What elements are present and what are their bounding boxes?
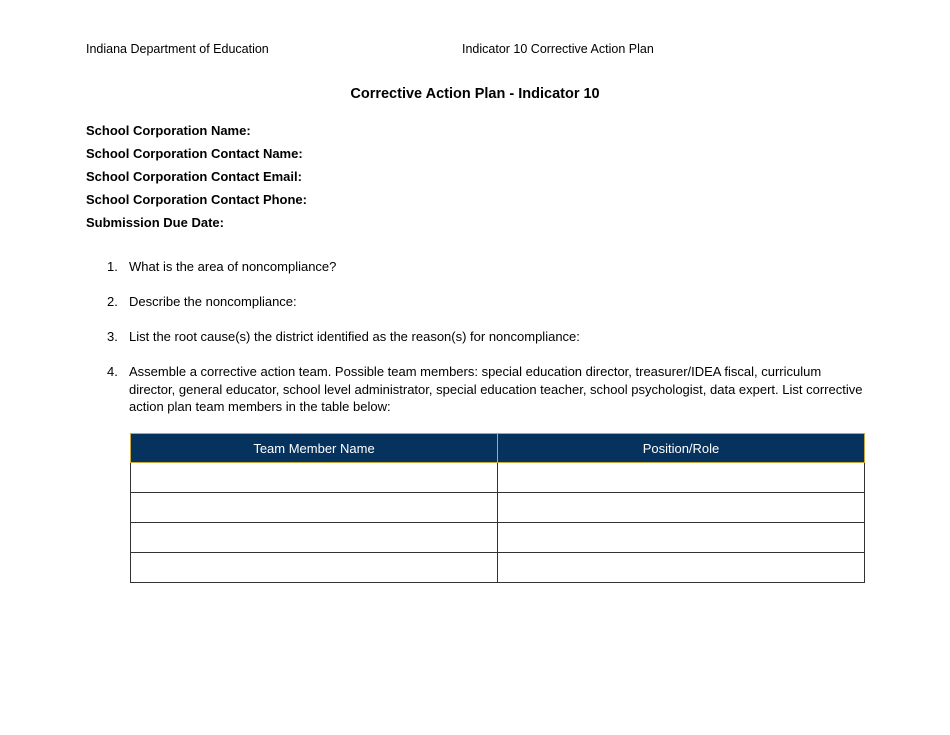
question-number: 2.: [107, 294, 118, 309]
column-header-position-role: Position/Role: [498, 434, 865, 463]
question-text: Describe the noncompliance:: [129, 294, 297, 309]
table-row: [131, 463, 865, 493]
table-row: [131, 553, 865, 583]
field-contact-name: School Corporation Contact Name:: [86, 146, 303, 161]
corporation-info-fields: [86, 123, 307, 238]
team-member-name-cell[interactable]: [131, 463, 498, 493]
question-item: [86, 293, 866, 311]
question-text: List the root cause(s) the district identified as the reason(s) for noncompliance:: [129, 329, 580, 344]
team-members-table: [130, 433, 865, 583]
position-role-cell[interactable]: [498, 523, 865, 553]
team-member-name-cell[interactable]: [131, 523, 498, 553]
column-header-team-member-name: Team Member Name: [131, 434, 498, 463]
position-role-cell[interactable]: [498, 553, 865, 583]
question-list: [86, 258, 866, 433]
table-row: [131, 523, 865, 553]
position-role-cell[interactable]: [498, 493, 865, 523]
team-member-name-cell[interactable]: [131, 493, 498, 523]
question-number: 4.: [107, 364, 118, 379]
field-contact-phone: School Corporation Contact Phone:: [86, 192, 307, 207]
field-corporation-name: School Corporation Name:: [86, 123, 251, 138]
header-organization: Indiana Department of Education: [86, 42, 269, 56]
question-number: 3.: [107, 329, 118, 344]
question-number: 1.: [107, 259, 118, 274]
question-text: What is the area of noncompliance?: [129, 259, 337, 274]
table-row: [131, 493, 865, 523]
table-header-row: [131, 434, 865, 463]
question-item: [86, 363, 866, 416]
header-document-name: Indicator 10 Corrective Action Plan: [462, 42, 654, 56]
question-item: [86, 328, 866, 346]
position-role-cell[interactable]: [498, 463, 865, 493]
field-contact-email: School Corporation Contact Email:: [86, 169, 302, 184]
team-member-name-cell[interactable]: [131, 553, 498, 583]
field-submission-due-date: Submission Due Date:: [86, 215, 224, 230]
page-title: Corrective Action Plan - Indicator 10: [350, 86, 600, 102]
question-text: Assemble a corrective action team. Possible team members: special education director, treasurer/IDEA fiscal, curriculum director, general educator, school level administrator, special education teacher, school psychologist, data expert. List corrective action plan team members in the table below:: [129, 364, 863, 414]
question-item: [86, 258, 866, 276]
